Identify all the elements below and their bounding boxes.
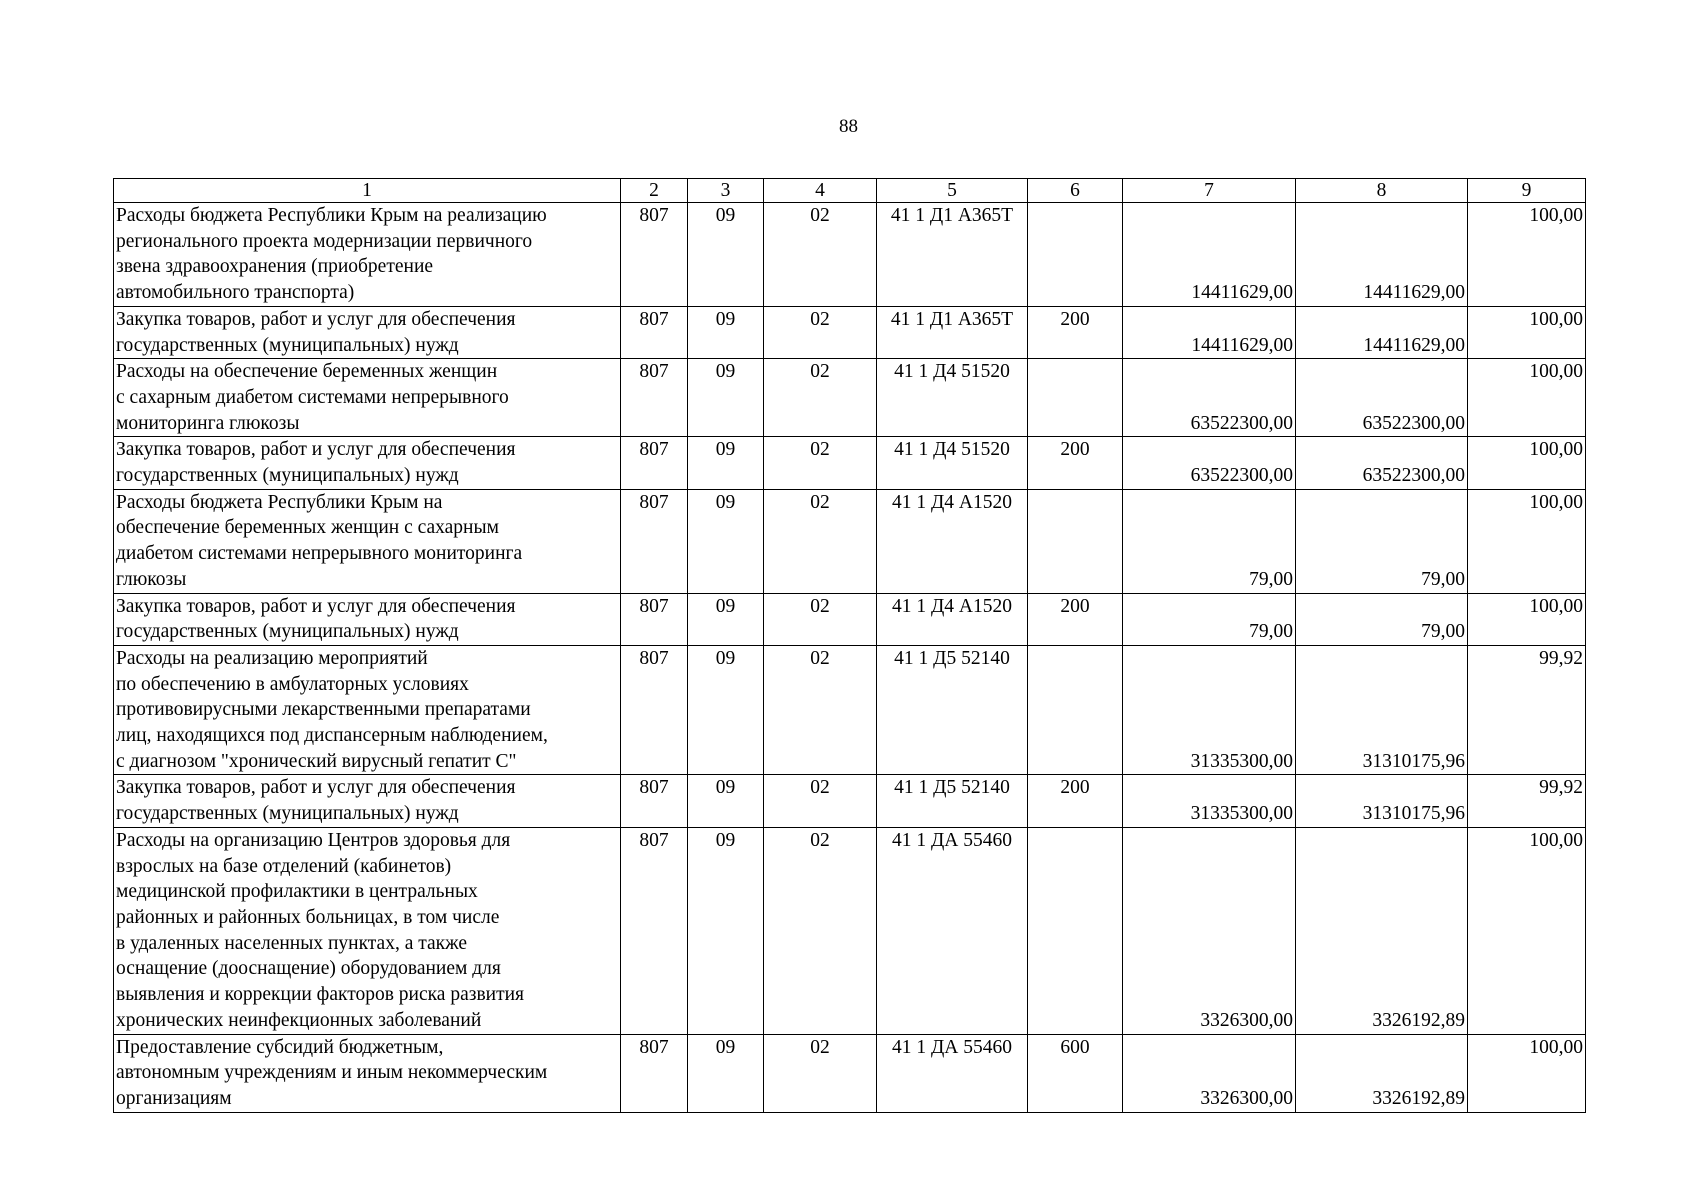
cell-executed-amount: 14411629,00 <box>1296 306 1468 358</box>
cell-target-article: 41 1 ДА 55460 <box>877 827 1028 1034</box>
table-row <box>114 203 1586 307</box>
cell-description: Расходы на обеспечение беременных женщин с сахарным диабетом системами непрерывного мониторинга глюкозы <box>114 359 621 437</box>
cell-planned-amount: 31335300,00 <box>1123 645 1296 775</box>
cell-description: Закупка товаров, работ и услуг для обеспечения государственных (муниципальных) нужд <box>114 775 621 827</box>
table-row <box>114 827 1586 1034</box>
cell-target-article: 41 1 Д1 А365Т <box>877 306 1028 358</box>
cell-ministry-code: 807 <box>621 1034 688 1112</box>
cell-executed-amount: 31310175,96 <box>1296 775 1468 827</box>
cell-expense-type <box>1028 827 1123 1034</box>
cell-executed-amount: 79,00 <box>1296 489 1468 593</box>
cell-target-article: 41 1 Д4 51520 <box>877 359 1028 437</box>
cell-section-code: 09 <box>688 306 764 358</box>
cell-subsection-code: 02 <box>764 1034 877 1112</box>
table-row <box>114 306 1586 358</box>
cell-execution-percent: 99,92 <box>1468 775 1586 827</box>
table-row <box>114 359 1586 437</box>
cell-subsection-code: 02 <box>764 775 877 827</box>
cell-expense-type <box>1028 489 1123 593</box>
cell-subsection-code: 02 <box>764 827 877 1034</box>
table-row <box>114 593 1586 645</box>
cell-executed-amount: 79,00 <box>1296 593 1468 645</box>
column-header: 7 <box>1123 179 1296 203</box>
cell-subsection-code: 02 <box>764 306 877 358</box>
cell-section-code: 09 <box>688 1034 764 1112</box>
cell-section-code: 09 <box>688 203 764 307</box>
cell-description: Расходы на организацию Центров здоровья для взрослых на базе отделений (кабинетов) медицинской профилактики в центральных районных и районных больницах, в том числе в удаленных населенных пунктах, а также оснащение (дооснащение) оборудованием для выявления и коррекции факторов риска развития хронических неинфекционных заболеваний <box>114 827 621 1034</box>
cell-executed-amount: 63522300,00 <box>1296 437 1468 489</box>
cell-execution-percent: 100,00 <box>1468 306 1586 358</box>
cell-executed-amount: 14411629,00 <box>1296 203 1468 307</box>
cell-section-code: 09 <box>688 359 764 437</box>
cell-planned-amount: 14411629,00 <box>1123 306 1296 358</box>
cell-description: Закупка товаров, работ и услуг для обеспечения государственных (муниципальных) нужд <box>114 593 621 645</box>
cell-execution-percent: 100,00 <box>1468 437 1586 489</box>
cell-executed-amount: 31310175,96 <box>1296 645 1468 775</box>
column-header: 4 <box>764 179 877 203</box>
cell-section-code: 09 <box>688 489 764 593</box>
cell-expense-type: 200 <box>1028 437 1123 489</box>
table-row <box>114 775 1586 827</box>
cell-planned-amount: 3326300,00 <box>1123 827 1296 1034</box>
cell-execution-percent: 100,00 <box>1468 827 1586 1034</box>
cell-subsection-code: 02 <box>764 359 877 437</box>
column-header: 8 <box>1296 179 1468 203</box>
cell-subsection-code: 02 <box>764 645 877 775</box>
cell-expense-type: 200 <box>1028 593 1123 645</box>
cell-expense-type: 600 <box>1028 1034 1123 1112</box>
cell-subsection-code: 02 <box>764 489 877 593</box>
cell-planned-amount: 14411629,00 <box>1123 203 1296 307</box>
cell-ministry-code: 807 <box>621 775 688 827</box>
cell-ministry-code: 807 <box>621 489 688 593</box>
column-header: 9 <box>1468 179 1586 203</box>
cell-target-article: 41 1 Д5 52140 <box>877 645 1028 775</box>
cell-planned-amount: 79,00 <box>1123 489 1296 593</box>
cell-execution-percent: 100,00 <box>1468 203 1586 307</box>
cell-expense-type <box>1028 203 1123 307</box>
cell-subsection-code: 02 <box>764 593 877 645</box>
cell-execution-percent: 99,92 <box>1468 645 1586 775</box>
page-number: 88 <box>839 116 858 137</box>
table-row <box>114 489 1586 593</box>
cell-ministry-code: 807 <box>621 437 688 489</box>
cell-expense-type: 200 <box>1028 775 1123 827</box>
cell-target-article: 41 1 Д4 51520 <box>877 437 1028 489</box>
cell-expense-type: 200 <box>1028 306 1123 358</box>
cell-execution-percent: 100,00 <box>1468 489 1586 593</box>
cell-execution-percent: 100,00 <box>1468 1034 1586 1112</box>
cell-subsection-code: 02 <box>764 203 877 307</box>
cell-ministry-code: 807 <box>621 827 688 1034</box>
cell-planned-amount: 63522300,00 <box>1123 437 1296 489</box>
column-header: 5 <box>877 179 1028 203</box>
cell-description: Закупка товаров, работ и услуг для обеспечения государственных (муниципальных) нужд <box>114 437 621 489</box>
cell-planned-amount: 63522300,00 <box>1123 359 1296 437</box>
cell-description: Закупка товаров, работ и услуг для обеспечения государственных (муниципальных) нужд <box>114 306 621 358</box>
cell-expense-type <box>1028 645 1123 775</box>
cell-planned-amount: 79,00 <box>1123 593 1296 645</box>
cell-section-code: 09 <box>688 593 764 645</box>
cell-expense-type <box>1028 359 1123 437</box>
cell-executed-amount: 63522300,00 <box>1296 359 1468 437</box>
budget-table <box>113 178 1586 1113</box>
cell-section-code: 09 <box>688 775 764 827</box>
cell-description: Расходы бюджета Республики Крым на реализацию регионального проекта модернизации первичного звена здравоохранения (приобретение автомобильного транспорта) <box>114 203 621 307</box>
cell-target-article: 41 1 Д5 52140 <box>877 775 1028 827</box>
cell-execution-percent: 100,00 <box>1468 359 1586 437</box>
column-header: 1 <box>114 179 621 203</box>
table-row <box>114 645 1586 775</box>
cell-subsection-code: 02 <box>764 437 877 489</box>
table-row <box>114 437 1586 489</box>
column-header: 2 <box>621 179 688 203</box>
cell-target-article: 41 1 Д4 А1520 <box>877 489 1028 593</box>
cell-section-code: 09 <box>688 827 764 1034</box>
cell-planned-amount: 31335300,00 <box>1123 775 1296 827</box>
cell-ministry-code: 807 <box>621 645 688 775</box>
table-body <box>114 203 1586 1113</box>
cell-description: Расходы на реализацию мероприятий по обеспечению в амбулаторных условиях противовирусными лекарственными препаратами лиц, находящихся под диспансерным наблюдением, с диагнозом "хронический вирусный гепатит С" <box>114 645 621 775</box>
cell-execution-percent: 100,00 <box>1468 593 1586 645</box>
cell-target-article: 41 1 Д4 А1520 <box>877 593 1028 645</box>
cell-ministry-code: 807 <box>621 593 688 645</box>
cell-ministry-code: 807 <box>621 359 688 437</box>
column-header: 3 <box>688 179 764 203</box>
cell-executed-amount: 3326192,89 <box>1296 827 1468 1034</box>
cell-ministry-code: 807 <box>621 203 688 307</box>
header-row <box>114 179 1586 203</box>
cell-target-article: 41 1 Д1 А365Т <box>877 203 1028 307</box>
cell-description: Расходы бюджета Республики Крым на обеспечение беременных женщин с сахарным диабетом системами непрерывного мониторинга глюкозы <box>114 489 621 593</box>
cell-description: Предоставление субсидий бюджетным, автономным учреждениям и иным некоммерческим организациям <box>114 1034 621 1112</box>
column-header: 6 <box>1028 179 1123 203</box>
cell-planned-amount: 3326300,00 <box>1123 1034 1296 1112</box>
cell-target-article: 41 1 ДА 55460 <box>877 1034 1028 1112</box>
cell-section-code: 09 <box>688 645 764 775</box>
table-row <box>114 1034 1586 1112</box>
cell-ministry-code: 807 <box>621 306 688 358</box>
cell-section-code: 09 <box>688 437 764 489</box>
cell-executed-amount: 3326192,89 <box>1296 1034 1468 1112</box>
